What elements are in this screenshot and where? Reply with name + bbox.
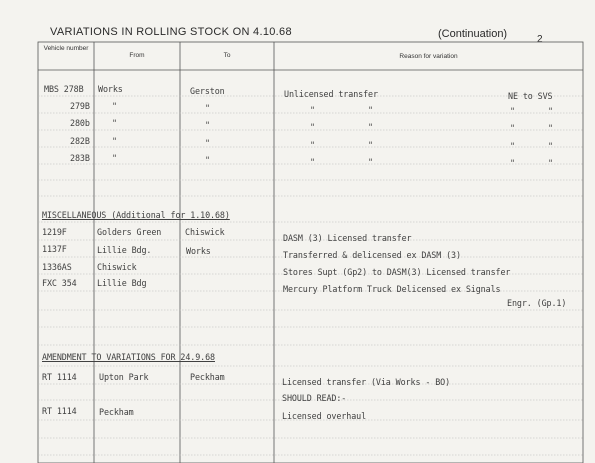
reason-extra: " xyxy=(548,141,553,151)
to-cell: " xyxy=(205,120,210,130)
to-cell: " xyxy=(205,155,210,165)
reason-cell: " xyxy=(310,140,315,150)
from-cell: " xyxy=(112,118,117,128)
to-cell: Gerston xyxy=(190,86,225,96)
reason-cell: Unlicensed transfer xyxy=(284,89,378,99)
vehicle-number: 1137F xyxy=(42,244,67,254)
reason-continuation: SHOULD READ:- xyxy=(282,393,347,403)
reason-extra: " xyxy=(510,106,515,116)
to-cell: Chiswick xyxy=(185,227,225,237)
vehicle-number: RT 1114 xyxy=(42,406,77,416)
column-header-to: To xyxy=(223,52,231,59)
reason-cell: Licensed transfer (Via Works - BO) xyxy=(282,377,451,387)
reason-extra: " xyxy=(510,141,515,151)
vehicle-number: RT 1114 xyxy=(42,372,77,382)
reason-cell: " xyxy=(310,105,315,115)
page-number: 2 xyxy=(537,34,543,45)
vehicle-number: FXC 354 xyxy=(42,278,77,288)
from-cell: Golders Green xyxy=(97,227,162,237)
reason-extra: " xyxy=(510,158,515,168)
from-cell: Upton Park xyxy=(99,372,149,382)
reason-cell: " xyxy=(368,157,373,167)
to-cell: " xyxy=(205,103,210,113)
reason-cell: " xyxy=(368,140,373,150)
page-title: VARIATIONS IN ROLLING STOCK ON 4.10.68 xyxy=(50,26,292,38)
vehicle-number: 280b xyxy=(70,118,90,128)
reason-cell: Stores Supt (Gp2) to DASM(3) Licensed transfer xyxy=(283,267,511,277)
reason-cell: Mercury Platform Truck Delicensed ex Signals xyxy=(283,284,501,294)
vehicle-number: 283B xyxy=(70,153,90,163)
reason-cell: Transferred & delicensed ex DASM (3) xyxy=(283,250,461,260)
reason-cell: DASM (3) Licensed transfer xyxy=(283,233,412,243)
to-cell: " xyxy=(205,138,210,148)
from-cell: " xyxy=(112,153,117,163)
vehicle-number: 1219F xyxy=(42,227,67,237)
vehicle-number: 282B xyxy=(70,136,90,146)
continuation-label: (Continuation) xyxy=(438,28,508,40)
from-cell: Lillie Bdg xyxy=(97,278,147,288)
reason-cell: Licensed overhaul xyxy=(282,411,367,421)
reason-cell: " xyxy=(310,157,315,167)
column-header-vehicle: Vehicle number xyxy=(43,45,89,52)
from-cell: Works xyxy=(98,84,123,94)
vehicle-number: MBS 278B xyxy=(44,84,84,94)
reason-continuation: Engr. (Gp.1) xyxy=(507,298,567,308)
reason-cell: " xyxy=(310,122,315,132)
section-heading-amendment: AMENDMENT TO VARIATIONS FOR 24.9.68 xyxy=(42,352,215,362)
from-cell: Chiswick xyxy=(97,262,137,272)
vehicle-number: 1336AS xyxy=(42,262,72,272)
from-cell: " xyxy=(112,136,117,146)
column-header-reason: Reason for variation xyxy=(399,53,458,60)
from-cell: " xyxy=(112,101,117,111)
reason-cell: " xyxy=(368,105,373,115)
reason-cell: " xyxy=(368,122,373,132)
vehicle-number: 279B xyxy=(70,101,90,111)
reason-extra: " xyxy=(548,158,553,168)
reason-extra: " xyxy=(548,123,553,133)
from-cell: Peckham xyxy=(99,407,134,417)
section-heading-miscellaneous: MISCELLANEOUS (Additional for 1.10.68) xyxy=(42,210,230,220)
column-header-from: From xyxy=(129,52,145,59)
to-cell: Works xyxy=(186,246,211,256)
from-cell: Lillie Bdg. xyxy=(97,245,152,255)
reason-extra: " xyxy=(548,106,553,116)
to-cell: Peckham xyxy=(190,372,225,382)
reason-extra: " xyxy=(510,123,515,133)
reason-extra: NE to SVS xyxy=(508,91,553,101)
